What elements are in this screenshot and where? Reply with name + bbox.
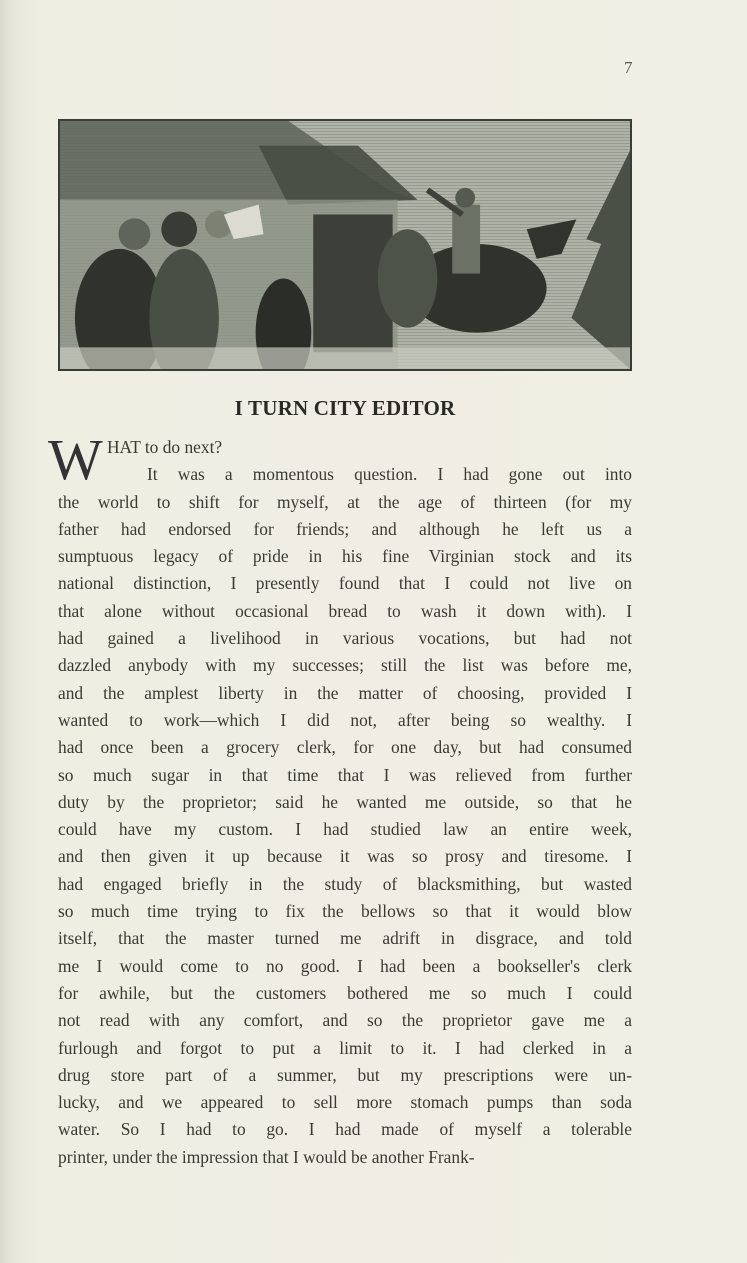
text-line: could have my custom. I had studied law an entire week, [58, 819, 632, 840]
text-line: furlough and forgot to put a limit to it. I had clerked in a [58, 1037, 632, 1058]
page-number: 7 [624, 58, 633, 77]
text-line: lucky, and we appeared to sell more stomach pumps than soda [58, 1092, 632, 1113]
text-line: and the amplest liberty in the matter of choosing, provided I [58, 682, 632, 703]
text-line: sumptuous legacy of pride in his fine Virginian stock and its [58, 546, 632, 567]
text-line: national distinction, I presently found that I could not live on [58, 573, 632, 594]
text-line: wanted to work—which I did not, after being so wealthy. I [58, 709, 632, 730]
text-line: so much sugar in that time that I was relieved from further [58, 764, 632, 785]
text-line: It was a momentous question. I had gone out into [147, 464, 632, 485]
text-line: me I would come to no good. I had been a bookseller's clerk [58, 955, 632, 976]
text-line: that alone without occasional bread to wash it down with). I [58, 600, 632, 621]
text-line: drug store part of a summer, but my prescriptions were un- [58, 1064, 632, 1085]
text-line: father had endorsed for friends; and although he left us a [58, 518, 632, 539]
text-line: duty by the proprietor; said he wanted me outside, so that he [58, 791, 632, 812]
text-line: and then given it up because it was so prosy and tiresome. I [58, 846, 632, 867]
body-text [48, 427, 632, 1171]
chapter-illustration [58, 119, 632, 371]
text-line: so much time trying to fix the bellows so that it would blow [58, 901, 632, 922]
text-line: not read with any comfort, and so the proprietor gave me a [58, 1010, 632, 1031]
text-line: had engaged briefly in the study of blacksmithing, but wasted [58, 873, 632, 894]
text-line: dazzled anybody with my successes; still the list was before me, [58, 655, 632, 676]
text-line: water. So I had to go. I had made of myself a tolerable [58, 1119, 632, 1140]
text-line: for awhile, but the customers bothered me so much I could [58, 982, 632, 1003]
drop-cap: W [48, 427, 103, 492]
text-line: had once been a grocery clerk, for one day, but had consumed [58, 737, 632, 758]
chapter-title: I TURN CITY EDITOR [234, 396, 456, 420]
text-line: printer, under the impression that I would be another Frank- [58, 1146, 475, 1167]
text-line: HAT to do next? [107, 437, 223, 457]
text-line: had gained a livelihood in various vocations, but had not [58, 628, 632, 649]
engraving-image [60, 121, 630, 369]
text-line: itself, that the master turned me adrift in disgrace, and told [58, 928, 632, 949]
text-line: the world to shift for myself, at the age of thirteen (for my [58, 491, 632, 512]
